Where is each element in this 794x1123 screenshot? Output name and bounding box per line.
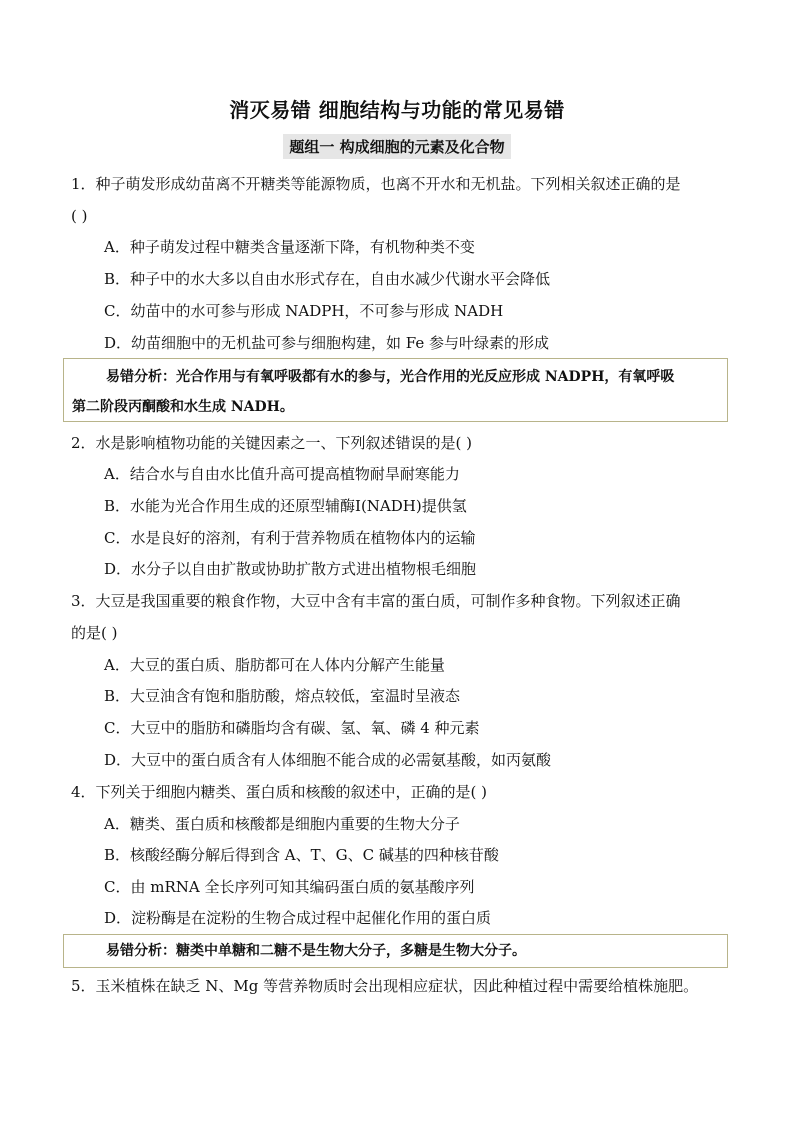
question-2-option-d: D．水分子以自由扩散或协助扩散方式进出植物根毛细胞 [104, 560, 477, 578]
question-3-option-d: D．大豆中的蛋白质含有人体细胞不能合成的必需氨基酸，如丙氨酸 [104, 751, 552, 769]
error-analysis-box-2 [63, 934, 728, 968]
question-3-option-c: C．大豆中的脂肪和磷脂均含有碳、氢、氧、磷 4 种元素 [104, 719, 480, 737]
question-2-option-c: C．水是良好的溶剂，有利于营养物质在植物体内的运输 [104, 529, 476, 547]
error-analysis-box-1 [63, 358, 728, 422]
question-3-option-b: B．大豆油含有饱和脂肪酸，熔点较低，室温时呈液态 [104, 687, 461, 705]
question-1-option-b: B．种子中的水大多以自由水形式存在，自由水减少代谢水平会降低 [104, 270, 551, 288]
question-4-option-d: D．淀粉酶是在淀粉的生物合成过程中起催化作用的蛋白质 [104, 909, 492, 927]
section-header [0, 134, 794, 159]
question-2-option-a: A．结合水与自由水比值升高可提高植物耐旱耐寒能力 [104, 465, 460, 483]
question-2-stem: 2．水是影响植物功能的关键因素之一、下列叙述错误的是( ) [71, 434, 473, 452]
error-analysis-2-line1: 易错分析：糖类中单糖和二糖不是生物大分子，多糖是生物大分子。 [106, 943, 526, 959]
question-4-option-b: B．核酸经酶分解后得到含 A、T、G、C 碱基的四种核苷酸 [104, 846, 499, 864]
question-1-option-a: A．种子萌发过程中糖类含量逐渐下降，有机物种类不变 [104, 238, 475, 256]
question-5-stem: 5．玉米植株在缺乏 N、Mg 等营养物质时会出现相应症状，因此种植过程中需要给植株施肥。 [71, 977, 699, 995]
section-title: 题组一 构成细胞的元素及化合物 [283, 134, 510, 159]
question-1-stem: 1．种子萌发形成幼苗离不开糖类等能源物质，也离不开水和无机盐。下列相关叙述正确的是 [71, 175, 681, 193]
question-1-option-d: D．幼苗细胞中的无机盐可参与细胞构建，如 Fe 参与叶绿素的形成 [104, 334, 550, 352]
question-3-stem: 3．大豆是我国重要的粮食作物，大豆中含有丰富的蛋白质，可制作多种食物。下列叙述正确 [71, 592, 681, 610]
question-1-blank: ( ) [71, 207, 88, 225]
error-analysis-1-line2: 第二阶段丙酮酸和水生成 NADH。 [72, 399, 294, 415]
error-analysis-1-line1: 易错分析：光合作用与有氧呼吸都有水的参与，光合作用的光反应形成 NADPH，有氧呼吸 [106, 369, 675, 385]
question-1-option-c: C．幼苗中的水可参与形成 NADPH，不可参与形成 NADH [104, 302, 504, 320]
question-4-stem: 4．下列关于细胞内糖类、蛋白质和核酸的叙述中，正确的是( ) [71, 783, 488, 801]
question-3-stem-cont: 的是( ) [71, 624, 118, 642]
question-3-option-a: A．大豆的蛋白质、脂肪都可在人体内分解产生能量 [104, 656, 445, 674]
page-title: 消灭易错 细胞结构与功能的常见易错 [229, 98, 565, 122]
question-4-option-c: C．由 mRNA 全长序列可知其编码蛋白质的氨基酸序列 [104, 878, 475, 896]
question-4-option-a: A．糖类、蛋白质和核酸都是细胞内重要的生物大分子 [104, 815, 460, 833]
question-2-option-b: B．水能为光合作用生成的还原型辅酶Ⅰ(NADH)提供氢 [104, 497, 467, 515]
